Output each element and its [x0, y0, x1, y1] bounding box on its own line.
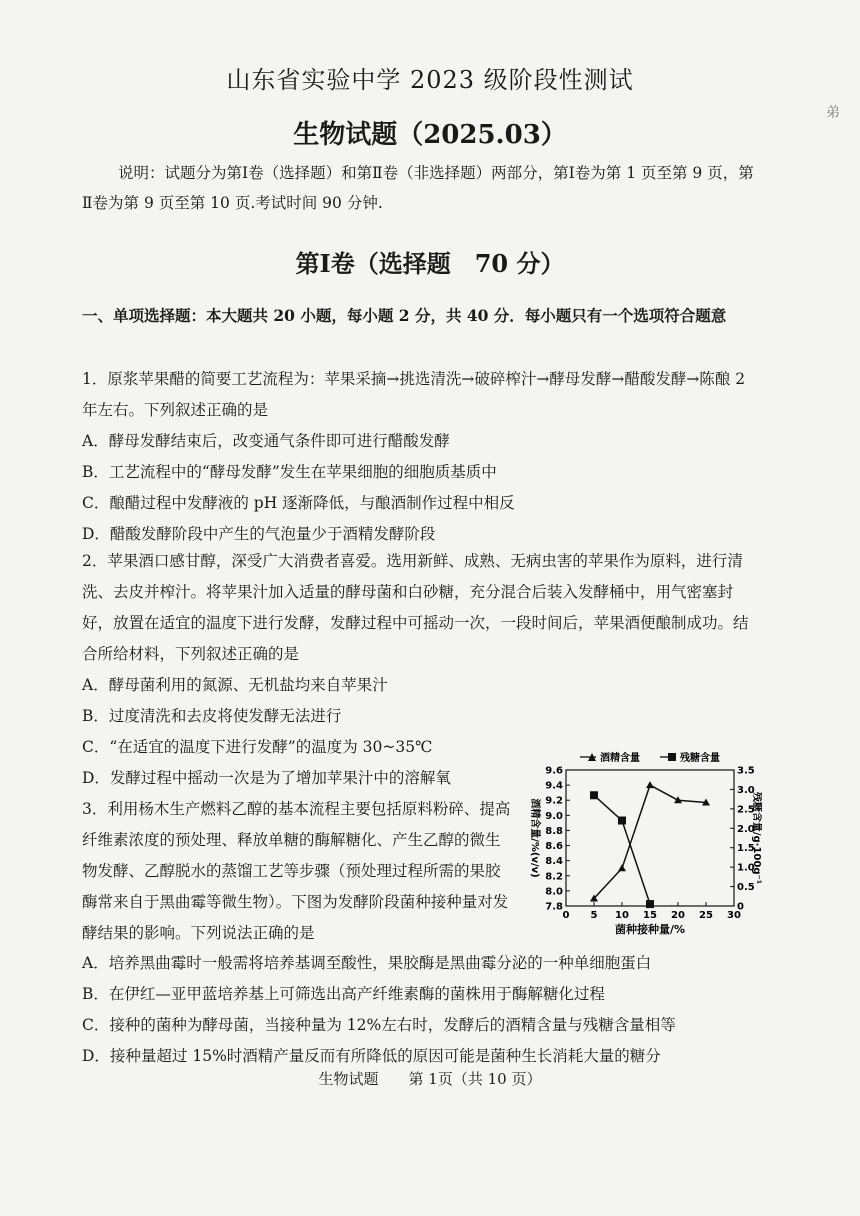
- legend-label: 酒精含量: [600, 753, 640, 764]
- legend-label: 残糖含量: [680, 753, 720, 764]
- option-c: C．接种的菌种为酵母菌，当接种量为 12%左右时，发酵后的酒精含量与残糖含量相等: [82, 1016, 676, 1034]
- y-right-tick-label: 3.0: [737, 784, 755, 796]
- series-line: [594, 785, 706, 898]
- x-tick-label: 30: [727, 910, 741, 921]
- question-1: [82, 364, 758, 550]
- y-right-tick-label: 0.5: [737, 882, 755, 894]
- question-2-option-d: [82, 763, 512, 794]
- y-left-tick-label: 9.4: [545, 780, 563, 792]
- option-c: C．“在适宜的温度下进行发酵”的温度为 30~35℃: [82, 738, 433, 756]
- y-left-axis-label: 酒精含量/%(v/v): [529, 798, 540, 878]
- data-point: [646, 900, 654, 908]
- data-point: [618, 817, 626, 825]
- y-right-axis-label: 残糖含量/g·100g⁻¹: [751, 791, 762, 885]
- option-a: A．酵母菌利用的氮源、无机盐均来自苹果汁: [82, 676, 388, 694]
- option-a: A．培养黑曲霉时一般需将培养基调至酸性，果胶酶是黑曲霉分泌的一种单细胞蛋白: [82, 954, 652, 972]
- question-stem: 1．原浆苹果醋的简要工艺流程为：苹果采摘→挑选清洗→破碎榨汁→酵母发酵→醋酸发酵→陈酿 2 年左右。下列叙述正确的是: [82, 370, 746, 419]
- option-a: A．酵母发酵结束后，改变通气条件即可进行醋酸发酵: [82, 432, 450, 450]
- question-stem: 3．利用杨木生产燃料乙醇的基本流程主要包括原料粉碎、提高纤维素浓度的预处理、释放单糖的酶解糖化、产生乙醇的微生物发酵、乙醇脱水的蒸馏工艺等步骤（预处理过程所需的果胶酶常来自于黑曲霉等微生物）。下图为发酵阶段菌种接种量对发酵结果的影响。下列说法正确的是: [82, 800, 511, 942]
- x-tick-label: 0: [562, 910, 570, 921]
- y-left-tick-label: 8.4: [545, 856, 563, 868]
- option-b: B．过度清洗和去皮将使发酵无法进行: [82, 707, 342, 725]
- inoculum-effect-chart: [522, 748, 762, 938]
- y-left-tick-label: 9.0: [545, 810, 563, 822]
- y-left-tick-label: 8.2: [545, 871, 563, 883]
- legend-marker-square: [668, 753, 676, 761]
- x-axis-label: 菌种接种量/%: [614, 923, 686, 936]
- y-left-tick-label: 8.6: [545, 841, 563, 853]
- y-right-tick-label: 1.0: [737, 862, 755, 874]
- y-left-tick-label: 9.6: [545, 765, 563, 777]
- option-d: D．接种量超过 15%时酒精产量反而有所降低的原因可能是菌种生长消耗大量的糖分: [82, 1047, 661, 1065]
- y-right-tick-label: 3.5: [737, 765, 755, 777]
- y-right-tick-label: 2.0: [737, 823, 755, 835]
- question-3-stem: [82, 794, 512, 949]
- question-3-options: [82, 948, 758, 1072]
- part-title: 一、单项选择题：本大题共 20 小题，每小题 2 分，共 40 分．每小题只有一个选项符合题意: [82, 306, 727, 325]
- page-footer: 生物试题 第 1页（共 10 页）: [318, 1070, 542, 1088]
- y-right-tick-label: 0: [737, 901, 744, 913]
- option-b: B．工艺流程中的“酵母发酵”发生在苹果细胞的细胞质基质中: [82, 463, 497, 481]
- x-tick-label: 15: [643, 910, 657, 921]
- exam-instructions: 说明：试题分为第Ⅰ卷（选择题）和第Ⅱ卷（非选择题）两部分，第Ⅰ卷为第 1 页至第 9 页，第Ⅱ卷为第 9 页至第 10 页.考试时间 90 分钟.: [82, 164, 754, 212]
- school-title: 山东省实验中学 2023 级阶段性测试: [226, 66, 634, 94]
- y-right-tick-label: 2.5: [737, 804, 755, 816]
- data-point: [618, 864, 626, 871]
- option-d: D．发酵过程中摇动一次是为了增加苹果汁中的溶解氧: [82, 769, 451, 787]
- y-left-tick-label: 8.8: [545, 825, 563, 837]
- x-tick-label: 25: [699, 910, 713, 921]
- option-c: C．酿醋过程中发酵液的 pH 逐渐降低，与酿酒制作过程中相反: [82, 494, 515, 512]
- x-tick-label: 20: [671, 910, 685, 921]
- plot-frame: [566, 770, 734, 906]
- question-stem: 2．苹果酒口感甘醇，深受广大消费者喜爱。选用新鲜、成熟、无病虫害的苹果作为原料，进行清洗、去皮并榨汁。将苹果汁加入适量的酵母菌和白砂糖，充分混合后装入发酵桶中，用气密塞封好，放置在适宜的温度下进行发酵，发酵过程中可摇动一次，一段时间后，苹果酒便酿制成功。结合所给材料，下列叙述正确的是: [82, 552, 749, 663]
- x-tick-label: 5: [590, 910, 598, 921]
- x-tick-label: 10: [615, 910, 629, 921]
- data-point: [646, 781, 654, 788]
- option-d: D．醋酸发酵阶段中产生的气泡量少于酒精发酵阶段: [82, 525, 436, 543]
- question-2: [82, 546, 758, 763]
- subject-title: 生物试题（2025.03）: [293, 120, 567, 150]
- section-title: 第Ⅰ卷（选择题 70 分）: [295, 249, 565, 278]
- y-left-tick-label: 8.0: [545, 886, 563, 898]
- margin-handwriting: 弟: [826, 105, 840, 121]
- data-point: [590, 791, 598, 799]
- y-left-tick-label: 9.2: [545, 795, 563, 807]
- y-left-tick-label: 7.8: [545, 901, 563, 913]
- option-b: B．在伊红—亚甲蓝培养基上可筛选出高产纤维素酶的菌株用于酶解糖化过程: [82, 985, 605, 1003]
- y-right-tick-label: 1.5: [737, 843, 755, 855]
